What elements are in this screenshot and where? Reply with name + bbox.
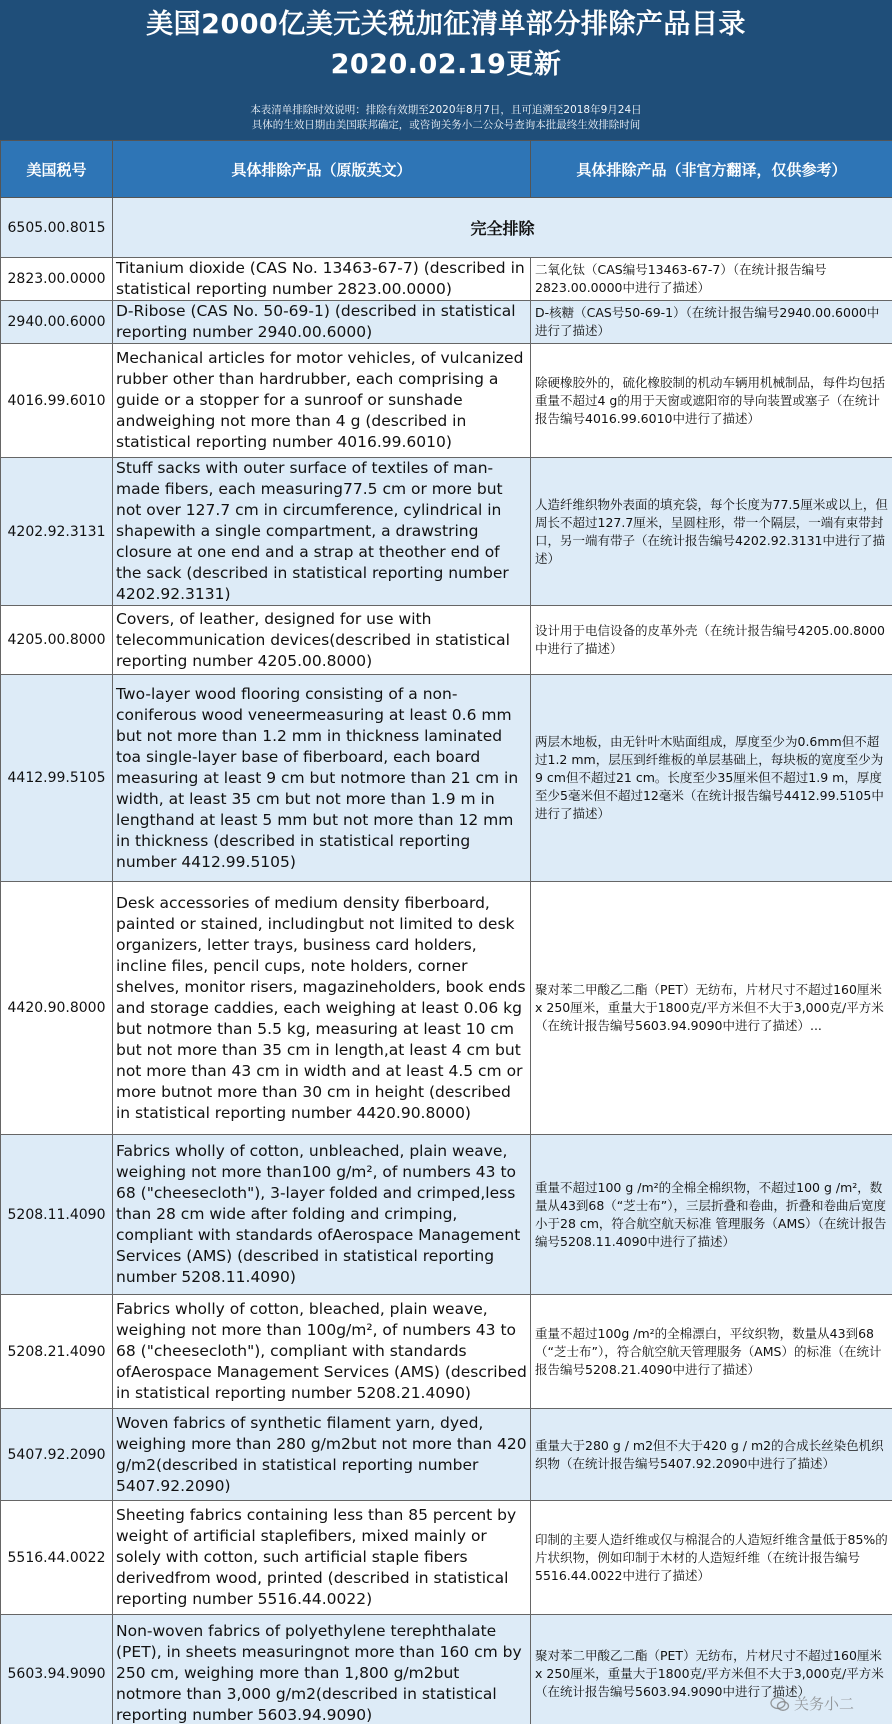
table-header-row [1,141,892,198]
english-description: D-Ribose (CAS No. 50-69-1) (described in statistical reporting number 2940.00.6000) [113,301,531,344]
column-header-chinese: 具体排除产品（非官方翻译，仅供参考） [531,141,892,198]
effective-date-note: 具体的生效日期由美国联邦确定，或咨询关务小二公众号查询本批最终生效排除时间 [251,119,641,131]
english-description: Two-layer wood flooring consisting of a non-coniferous wood veneermeasuring at least 0.6 mm but not more than 1.2 mm in thickness laminated toa single-layer base of fiberboard, each board measuring at least 9 cm but notmore than 21 cm in width, at least 35 cm but not more than 1.9 m in lengthand at least 5 mm but not more than 12 mm in thickness (described in statistical reporting number 4412.99.5105) [113,675,531,882]
english-description: Stuff sacks with outer surface of textiles of man-made fibers, each measuring77.5 cm or more but not over 127.7 cm in circumference, cylindrical in shapewith a single compartment, a drawstring closure at one end and a strap at theother end of the sack (described in statistical reporting number 4202.92.3131) [113,458,531,606]
hts-code: 5208.11.4090 [1,1135,113,1295]
table-row [1,258,892,301]
table-row [1,344,892,458]
watermark-text: 关务小二 [793,1695,854,1713]
table-row [1,675,892,882]
english-description: Woven fabrics of synthetic filament yarn, dyed, weighing more than 280 g/m2but not more than 420 g/m2(described in statistical reporting number 5407.92.2090) [113,1409,531,1501]
table-row [1,606,892,675]
english-description: Sheeting fabrics containing less than 85 percent by weight of artificial staplefibers, mixed mainly or solely with cotton, such artificial staple fibers derivedfrom wood, printed (described in statistical reporting number 5516.44.0022) [113,1501,531,1615]
hts-code: 5208.21.4090 [1,1295,113,1409]
header-banner [0,0,892,140]
column-header-code: 美国税号 [1,141,113,198]
table-row [1,1615,892,1724]
chinese-description: 重量不超过100g /m²的全棉漂白，平纹织物，数量从43到68（“芝士布”），符合航空航天管理服务（AMS）的标准（在统计报告编号5208.21.4090中进行了描述） [531,1295,892,1409]
hts-code: 2940.00.6000 [1,301,113,344]
table-row [1,458,892,606]
english-description: Non-woven fabrics of polyethylene terephthalate (PET), in sheets measuringnot more than 160 cm by 250 cm, weighing more than 1,800 g/m2but notmore than 3,000 g/m2(described in statistical reporting number 5603.94.9090) [113,1615,531,1724]
table-row [1,1409,892,1501]
hts-code: 4412.99.5105 [1,675,113,882]
chinese-description: 印制的主要人造纤维或仅与棉混合的人造短纤维含量低于85%的片状织物，例如印制于木材的人造短纤维（在统计报告编号5516.44.0022中进行了描述） [531,1501,892,1615]
hts-code: 4205.00.8000 [1,606,113,675]
column-header-english: 具体排除产品（原版英文） [113,141,531,198]
english-description: Covers, of leather, designed for use with telecommunication devices(described in statistical reporting number 4205.00.8000) [113,606,531,675]
section-code: 6505.00.8015 [1,198,113,258]
section-row [1,198,892,258]
chinese-description: 重量不超过100 g /m²的全棉全棉织物，不超过100 g /m²，数量从43到68（“芝士布”），三层折叠和卷曲，折叠和卷曲后宽度小于28 cm，符合航空航天标准 管理服务（AMS）（在统计报告编号5208.11.4090中进行了描述） [531,1135,892,1295]
chinese-description: 除硬橡胶外的，硫化橡胶制的机动车辆用机械制品，每件均包括重量不超过4 g的用于天窗或遮阳帘的导向装置或塞子（在统计报告编号4016.99.6010中进行了描述） [531,344,892,458]
hts-code: 4202.92.3131 [1,458,113,606]
chinese-description: 人造纤维织物外表面的填充袋，每个长度为77.5厘米或以上，但周长不超过127.7厘米，呈圆柱形，带一个隔层，一端有束带封口，另一端有带子（在统计报告编号4202.92.3131中进行了描述） [531,458,892,606]
english-description: Mechanical articles for motor vehicles, of vulcanized rubber other than hardrubber, each comprising a guide or a stopper for a sunroof or sunshade andweighing not more than 4 g (described in statistical reporting number 4016.99.6010) [113,344,531,458]
hts-code: 5516.44.0022 [1,1501,113,1615]
chinese-description: 设计用于电信设备的皮革外壳（在统计报告编号4205.00.8000中进行了描述） [531,606,892,675]
section-label: 完全排除 [113,198,892,258]
chinese-description: D-核糖（CAS号50-69-1）（在统计报告编号2940.00.6000中进行了描述） [531,301,892,344]
english-description: Titanium dioxide (CAS No. 13463-67-7) (described in statistical reporting number 2823.00.0000) [113,258,531,301]
hts-code: 4016.99.6010 [1,344,113,458]
english-description: Fabrics wholly of cotton, bleached, plain weave, weighing not more than 100g/m², of numbers 43 to 68 ("cheesecloth"), compliant with standards ofAerospace Management Services (AMS) (described in statistical reporting number 5208.21.4090) [113,1295,531,1409]
hts-code: 5603.94.9090 [1,1615,113,1724]
chinese-description: 两层木地板，由无针叶木贴面组成，厚度至少为0.6mm但不超过1.2 mm，层压到纤维板的单层基础上，每块板的宽度至少为9 cm但不超过21 cm。长度至少35厘米但不超过1.9 m，厚度至少5毫米但不超过12毫米（在统计报告编号4412.99.5105中进行了描述） [531,675,892,882]
chinese-description: 聚对苯二甲酸乙二酯（PET）无纺布，片材尺寸不超过160厘米x 250厘米，重量大于1800克/平方米但不大于3,000克/平方米（在统计报告编号5603.94.9090中进行了描述） [531,1615,892,1724]
hts-code: 2823.00.0000 [1,258,113,301]
table-row [1,882,892,1135]
wechat-icon [770,1696,790,1712]
table-row [1,1295,892,1409]
chinese-description: 二氧化钛（CAS编号13463-67-7）（在统计报告编号2823.00.0000中进行了描述） [531,258,892,301]
update-date: 2020.02.19更新 [330,49,562,80]
table-row [1,1501,892,1615]
table-row [1,301,892,344]
hts-code: 4420.90.8000 [1,882,113,1135]
hts-code: 5407.92.2090 [1,1409,113,1501]
exclusion-table [0,140,892,1724]
english-description: Fabrics wholly of cotton, unbleached, plain weave, weighing not more than100 g/m², of numbers 43 to 68 ("cheesecloth"), 3-layer folded and crimped,less than 28 cm wide after folding and crimping, compliant with standards ofAerospace Management Services (AMS) (described in statistical reporting number 5208.11.4090) [113,1135,531,1295]
chinese-description: 聚对苯二甲酸乙二酯（PET）无纺布，片材尺寸不超过160厘米x 250厘米，重量大于1800克/平方米但不大于3,000克/平方米（在统计报告编号5603.94.9090中进行了描述）... [531,882,892,1135]
table-row [1,1135,892,1295]
validity-note: 本表清单排除时效说明：排除有效期至2020年8月7日，且可追溯至2018年9月24日 [250,104,642,116]
chinese-description: 重量大于280 g / m2但不大于420 g / m2的合成长丝染色机织织物（在统计报告编号5407.92.2090中进行了描述） [531,1409,892,1501]
english-description: Desk accessories of medium density fiberboard, painted or stained, includingbut not limited to desk organizers, letter trays, business card holders, incline files, pencil cups, note holders, corner shelves, monitor risers, magazineholders, book ends and storage caddies, each weighing at least 0.06 kg but notmore than 5.5 kg, measuring at least 10 cm but not more than 35 cm in length,at least 4 cm but not more than 43 cm in width and at least 4.5 cm or more butnot more than 30 cm in height (described in statistical reporting number 4420.90.8000) [113,882,531,1135]
watermark [770,1693,854,1714]
page-title: 美国2000亿美元关税加征清单部分排除产品目录 [146,9,746,40]
